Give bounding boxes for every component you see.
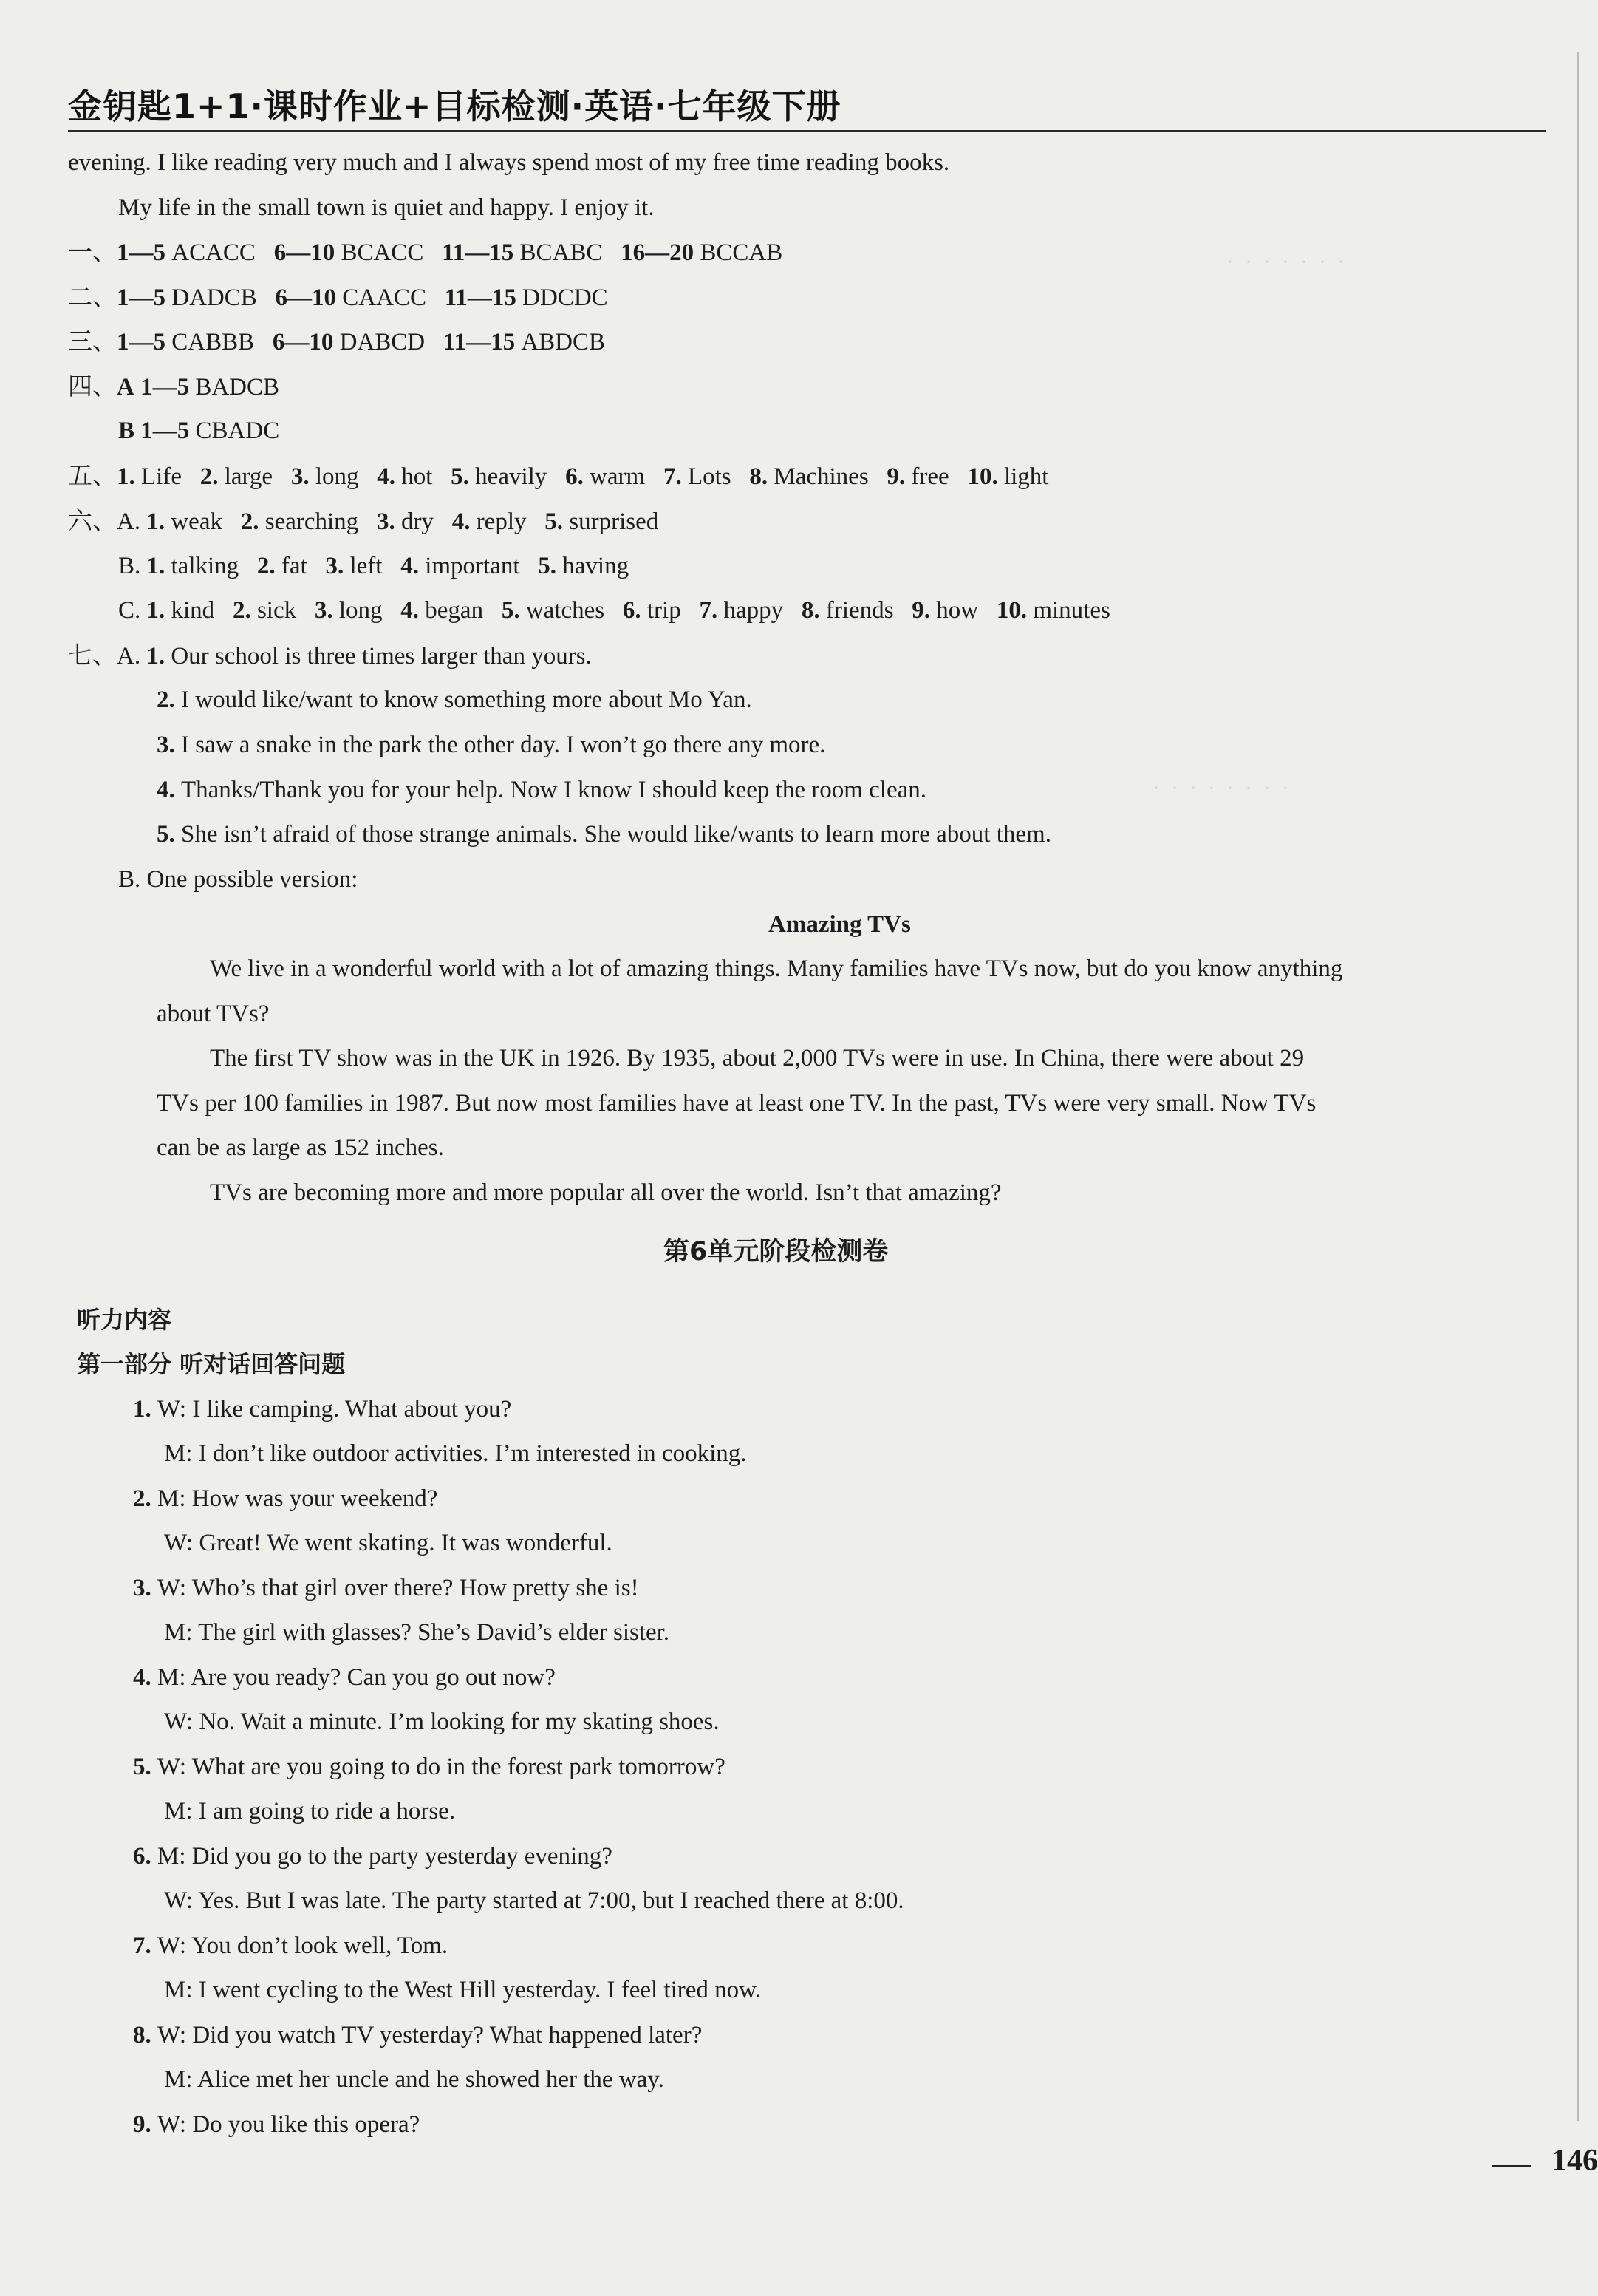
section-label: 五、 — [68, 461, 117, 490]
section-label: 六、 — [68, 506, 117, 535]
essay-line: The first TV show was in the UK in 1926. By 1935, about 2,000 TVs were in use. In China, there were about 29 — [210, 1045, 1305, 1072]
answer-row-section-1: 一、1—5 ACACC 6—10 BCACC 11—15 BCABC 16—20 BCCAB — [68, 237, 783, 266]
dialogue-line: 9. W: Do you like this opera? — [133, 2111, 420, 2138]
dialogue-line: 6. M: Did you go to the party yesterday evening? — [133, 1843, 612, 1870]
page-header — [68, 71, 1546, 132]
unit-test-title: 第6单元阶段检测卷 — [663, 1237, 889, 1267]
essay-title: Amazing TVs — [768, 911, 911, 938]
answer-row-section-7-1: 七、A. 1. Our school is three times larger than yours. — [68, 641, 592, 670]
listening-label: 听力内容 — [77, 1306, 172, 1334]
book-title: 金钥匙1+1·课时作业+目标检测·英语·七年级下册 — [68, 86, 841, 126]
essay-line: TVs per 100 families in 1987. But now most families have at least one TV. In the past, TVs were very small. Now TVs — [157, 1090, 1317, 1117]
dialogue-line: M: The girl with glasses? She’s David’s elder sister. — [164, 1619, 670, 1646]
essay-line: TVs are becoming more and more popular all over the world. Isn’t that amazing? — [210, 1179, 1002, 1206]
right-margin-rule — [1577, 52, 1579, 2121]
dialogue-line: W: Yes. But I was late. The party started at 7:00, but I reached there at 8:00. — [164, 1887, 904, 1914]
answer-row-section-2: 二、1—5 DADCB 6—10 CAACC 11—15 DDCDC — [68, 282, 608, 311]
answer-row-section-7-3: 3. I saw a snake in the park the other day. I won’t go there any more. — [157, 732, 826, 758]
bleed-through-text: · · · · · · · · — [1153, 776, 1289, 800]
dialogue-line: 4. M: Are you ready? Can you go out now? — [133, 1664, 556, 1691]
dialogue-line: M: I went cycling to the West Hill yesterday. I feel tired now. — [164, 1977, 762, 2003]
dialogue-line: M: I am going to ride a horse. — [164, 1798, 456, 1825]
page-number: 146 — [1551, 2144, 1598, 2178]
answer-row-section-5: 五、1. Life 2. large 3. long 4. hot 5. heavily 6. warm 7. Lots 8. Machines 9. free 10. light — [68, 461, 1049, 490]
answer-row-section-6b: B. 1. talking 2. fat 3. left 4. important 5. having — [118, 553, 629, 579]
answer-row-section-3: 三、1—5 CABBB 6—10 DABCD 11—15 ABDCB — [68, 327, 606, 355]
dialogue-line: W: No. Wait a minute. I’m looking for my skating shoes. — [164, 1709, 720, 1735]
answer-row-section-6c: C. 1. kind 2. sick 3. long 4. began 5. watches 6. trip 7. happy 8. friends 9. how 10. minutes — [118, 597, 1110, 624]
essay-line: about TVs? — [157, 1001, 270, 1027]
dialogue-line: 3. W: Who’s that girl over there? How pretty she is! — [133, 1575, 639, 1601]
essay-line: can be as large as 152 inches. — [157, 1134, 444, 1161]
dialogue-line: M: Alice met her uncle and he showed her the way. — [164, 2066, 664, 2093]
section-label: 二、 — [68, 282, 117, 311]
answer-row-section-7-5: 5. She isn’t afraid of those strange animals. She would like/wants to learn more about them. — [157, 821, 1051, 848]
intro-line-2: My life in the small town is quiet and happy. I enjoy it. — [118, 194, 655, 221]
intro-line-1: evening. I like reading very much and I always spend most of my free time reading books. — [68, 149, 950, 176]
answer-row-section-6a: 六、A. 1. weak 2. searching 3. dry 4. reply 5. surprised — [68, 506, 659, 535]
page-number-dash — [1492, 2165, 1531, 2167]
dialogue-line: W: Great! We went skating. It was wonderful. — [164, 1530, 612, 1556]
dialogue-line: M: I don’t like outdoor activities. I’m interested in cooking. — [164, 1440, 747, 1467]
essay-line: We live in a wonderful world with a lot of amazing things. Many families have TVs now, but do you know anything — [210, 955, 1343, 982]
part-b-intro: B. One possible version: — [118, 866, 358, 893]
dialogue-line: 8. W: Did you watch TV yesterday? What happened later? — [133, 2022, 703, 2048]
dialogue-line: 1. W: I like camping. What about you? — [133, 1396, 512, 1423]
dialogue-line: 7. W: You don’t look well, Tom. — [133, 1932, 448, 1959]
part1-label: 第一部分 听对话回答问题 — [77, 1350, 346, 1378]
section-label: 一、 — [68, 237, 117, 266]
dialogue-line: 5. W: What are you going to do in the forest park tomorrow? — [133, 1754, 725, 1780]
answer-row-section-7-2: 2. I would like/want to know something more about Mo Yan. — [157, 687, 752, 713]
section-label: 三、 — [68, 327, 117, 355]
section-label: 四、 — [68, 372, 117, 401]
section-label: 七、 — [68, 641, 117, 670]
answer-row-section-4b: B 1—5 CBADC — [118, 418, 280, 444]
dialogue-line: 2. M: How was your weekend? — [133, 1485, 438, 1512]
answer-row-section-4a: 四、A 1—5 BADCB — [68, 372, 280, 401]
bleed-through-text: · · · · · · · — [1226, 250, 1345, 274]
answer-row-section-7-4: 4. Thanks/Thank you for your help. Now I know I should keep the room clean. — [157, 777, 927, 803]
